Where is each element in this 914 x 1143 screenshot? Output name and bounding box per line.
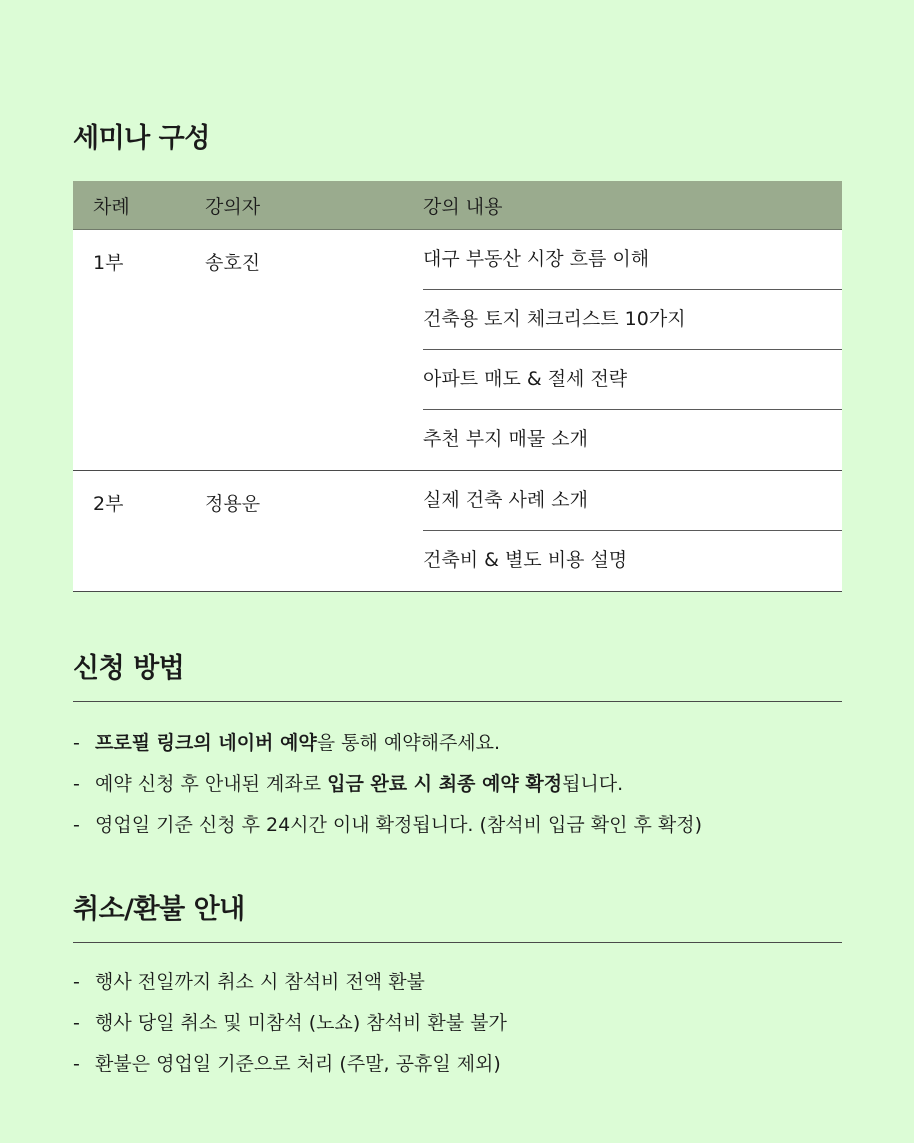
topic-list	[423, 230, 842, 470]
part-number: 1부	[93, 252, 124, 274]
list-item: - 영업일 기준 신청 후 24시간 이내 확정됩니다. (참석비 입금 확인 후 확정)	[73, 814, 703, 836]
speaker-name: 정용운	[205, 493, 261, 515]
refund-list	[73, 968, 507, 1091]
seminar-section-title: 세미나 구성	[73, 123, 210, 154]
topic-item: 건축비 & 별도 비용 설명	[423, 549, 628, 571]
section-divider	[73, 942, 842, 943]
list-item: - 행사 당일 취소 및 미참석 (노쇼) 참석비 환불 불가	[73, 1012, 507, 1034]
topic-list	[423, 471, 842, 591]
table-row	[73, 471, 842, 592]
topic-item: 대구 부동산 시장 흐름 이해	[423, 230, 842, 290]
bold-text: 프로필 링크의 네이버 예약	[95, 732, 317, 754]
table-header	[73, 181, 842, 230]
topic-item: 추천 부지 매물 소개	[423, 428, 588, 450]
seminar-schedule-table	[73, 181, 842, 592]
topic-item: 아파트 매도 & 절세 전략	[423, 350, 842, 410]
section-divider	[73, 701, 842, 702]
bold-text: 입금 완료 시 최종 예약 확정	[327, 773, 563, 795]
list-item: - 환불은 영업일 기준으로 처리 (주말, 공휴일 제외)	[73, 1053, 501, 1075]
refund-section-title: 취소/환불 안내	[73, 894, 245, 925]
part-number: 2부	[93, 493, 124, 515]
speaker-name: 송호진	[205, 252, 261, 274]
header-speaker: 강의자	[205, 195, 261, 218]
list-item: - 행사 전일까지 취소 시 참석비 전액 환불	[73, 971, 425, 993]
apply-list	[73, 729, 702, 852]
header-order: 차례	[93, 195, 130, 218]
header-content: 강의 내용	[423, 195, 503, 218]
list-item: - 예약 신청 후 안내된 계좌로 입금 완료 시 최종 예약 확정됩니다.	[73, 773, 624, 795]
apply-section-title: 신청 방법	[73, 653, 185, 684]
topic-item: 실제 건축 사례 소개	[423, 471, 842, 531]
list-item: - 프로필 링크의 네이버 예약을 통해 예약해주세요.	[73, 732, 501, 754]
table-row	[73, 230, 842, 471]
topic-item: 건축용 토지 체크리스트 10가지	[423, 290, 842, 350]
